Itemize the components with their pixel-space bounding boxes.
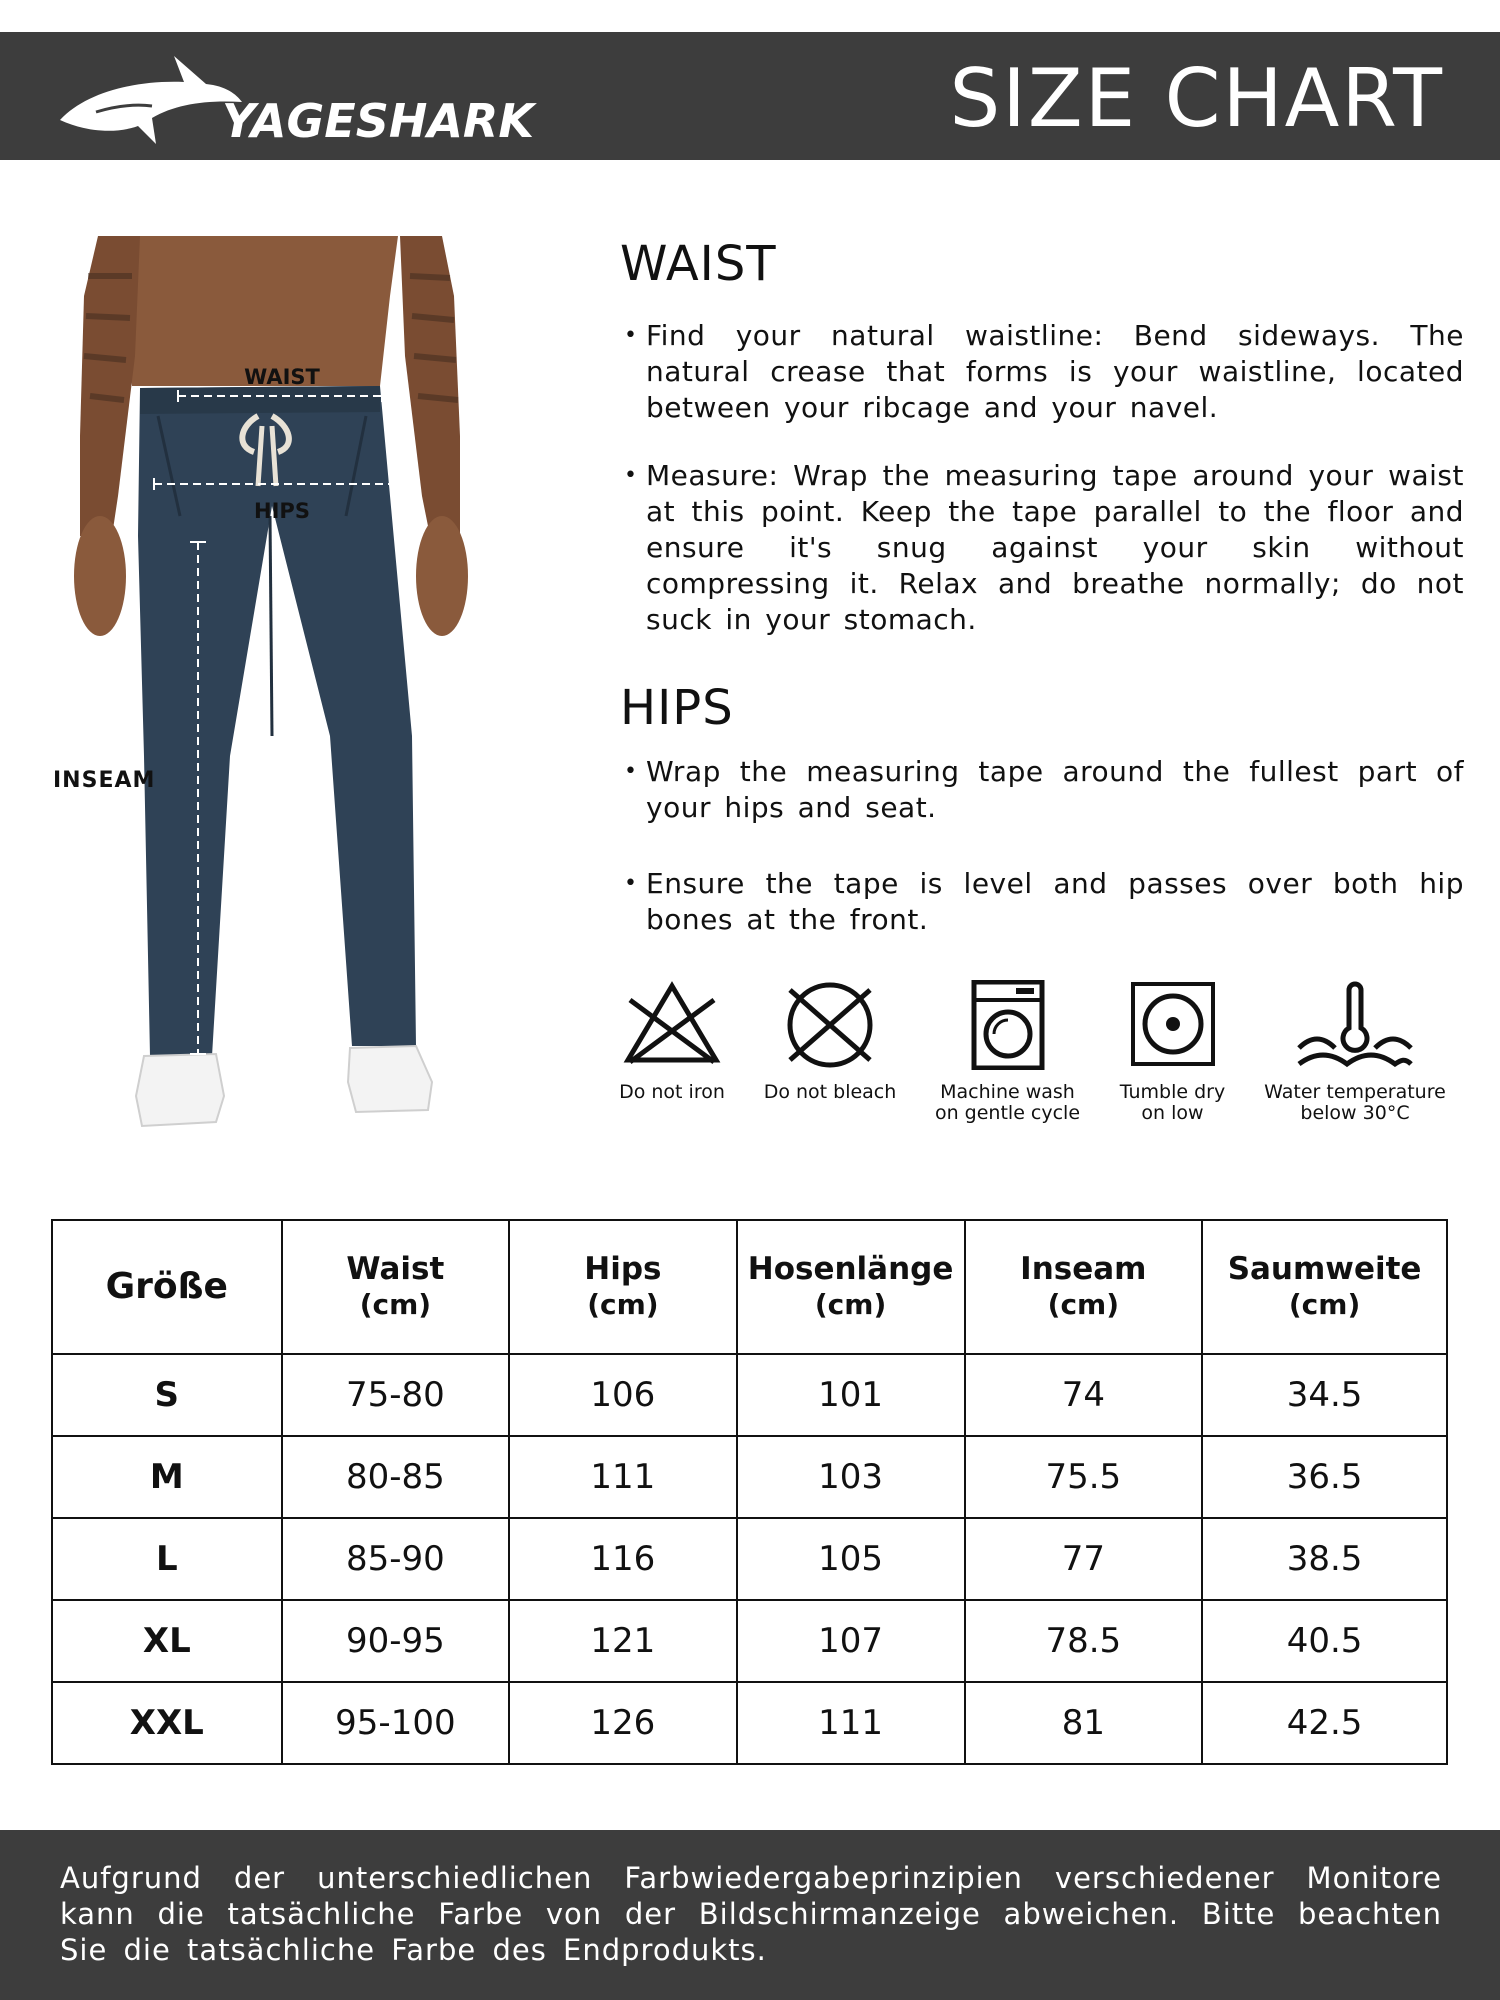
waist-bullet-1: • Find your natural waistline: Bend sideways. The natural crease that forms is your waistline, located between your ribcage and your navel. <box>624 318 1464 426</box>
pants-model-illustration <box>40 236 510 1136</box>
header-hips-label: Hips <box>584 1251 662 1287</box>
cell-inseam: 74 <box>965 1354 1203 1436</box>
header-hem-width-label: Saumweite <box>1227 1251 1422 1287</box>
waist-heading: WAIST <box>620 236 777 292</box>
cell-size: M <box>52 1436 282 1518</box>
header-length-label: Hosenlänge <box>747 1251 954 1287</box>
header-inseam-unit: (cm) <box>1047 1288 1120 1321</box>
care-item-tumble-dry <box>1110 980 1235 1124</box>
cell-hips: 111 <box>509 1436 736 1518</box>
care-item-no-bleach <box>760 980 900 1103</box>
size-table <box>51 1219 1448 1765</box>
cell-hips: 121 <box>509 1600 736 1682</box>
hips-bullet-2: • Ensure the tape is level and passes over both hip bones at the front. <box>624 866 1464 938</box>
table-row <box>52 1436 1447 1518</box>
waist-bullet-2: • Measure: Wrap the measuring tape around your waist at this point. Keep the tape parallel to the floor and ensure it's snug against your skin without compressing it. Relax and breathe normally; do not suck in your stomach. <box>624 458 1464 638</box>
header-hem-width-unit: (cm) <box>1288 1288 1361 1321</box>
care-label-water-temp-1: Water temperature <box>1264 1081 1446 1103</box>
care-item-no-iron <box>612 980 732 1103</box>
header-waist <box>282 1220 510 1354</box>
do-not-iron-icon <box>622 980 722 1070</box>
do-not-bleach-icon <box>780 980 880 1070</box>
machine-wash-icon <box>958 980 1058 1070</box>
header-hem-width <box>1202 1220 1447 1354</box>
cell-waist: 95-100 <box>282 1682 510 1764</box>
cell-inseam: 77 <box>965 1518 1203 1600</box>
cell-inseam: 81 <box>965 1682 1203 1764</box>
table-row <box>52 1682 1447 1764</box>
care-item-water-temp <box>1262 980 1448 1124</box>
model-figure <box>40 236 510 1136</box>
care-label-no-bleach: Do not bleach <box>763 1081 897 1103</box>
care-label-tumble-dry-1: Tumble dry <box>1119 1081 1226 1103</box>
cell-waist: 80-85 <box>282 1436 510 1518</box>
cell-hem-width: 34.5 <box>1202 1354 1447 1436</box>
table-row <box>52 1600 1447 1682</box>
header-hips <box>509 1220 736 1354</box>
cell-hem-width: 42.5 <box>1202 1682 1447 1764</box>
header-inseam-label: Inseam <box>1020 1251 1147 1287</box>
care-label-tumble-dry-2: on low <box>1141 1102 1204 1124</box>
page-title: SIZE CHART <box>949 52 1444 145</box>
color-disclaimer: Aufgrund der unterschiedlichen Farbwiedergabeprinzipien verschiedener Monitore kann die tatsächliche Farbe von der Bildschirmanzeige abweichen. Bitte beachten Sie die tatsächliche Farbe des Endprodukts. <box>60 1861 1442 1967</box>
header-inseam <box>965 1220 1203 1354</box>
tumble-dry-icon <box>1123 980 1223 1070</box>
waist-label: WAIST <box>244 365 320 389</box>
hips-heading: HIPS <box>620 680 734 736</box>
water-temperature-icon <box>1295 980 1415 1070</box>
cell-inseam: 78.5 <box>965 1600 1203 1682</box>
cell-hips: 116 <box>509 1518 736 1600</box>
footer-bar <box>0 1830 1500 2000</box>
cell-size: L <box>52 1518 282 1600</box>
header-size: Größe <box>52 1220 282 1354</box>
cell-size: XXL <box>52 1682 282 1764</box>
header-bar <box>0 32 1500 160</box>
cell-inseam: 75.5 <box>965 1436 1203 1518</box>
cell-waist: 75-80 <box>282 1354 510 1436</box>
brand-logo <box>56 42 534 152</box>
cell-waist: 90-95 <box>282 1600 510 1682</box>
cell-length: 105 <box>737 1518 965 1600</box>
brand-name: YAGESHARK <box>222 94 534 148</box>
inseam-label: INSEAM <box>53 768 156 793</box>
cell-length: 111 <box>737 1682 965 1764</box>
cell-hem-width: 36.5 <box>1202 1436 1447 1518</box>
cell-length: 103 <box>737 1436 965 1518</box>
cell-length: 101 <box>737 1354 965 1436</box>
cell-waist: 85-90 <box>282 1518 510 1600</box>
header-length-unit: (cm) <box>814 1288 887 1321</box>
hips-bullet-1: • Wrap the measuring tape around the fullest part of your hips and seat. <box>624 754 1464 826</box>
cell-hips: 126 <box>509 1682 736 1764</box>
header-length <box>737 1220 965 1354</box>
cell-size: S <box>52 1354 282 1436</box>
table-header-row <box>52 1220 1447 1354</box>
cell-size: XL <box>52 1600 282 1682</box>
header-waist-unit: (cm) <box>359 1288 432 1321</box>
care-item-machine-wash <box>930 980 1085 1124</box>
table-row <box>52 1354 1447 1436</box>
header-hips-unit: (cm) <box>587 1288 659 1321</box>
header-waist-label: Waist <box>346 1251 445 1287</box>
cell-hips: 106 <box>509 1354 736 1436</box>
care-label-water-temp-2: below 30°C <box>1300 1102 1410 1124</box>
cell-hem-width: 40.5 <box>1202 1600 1447 1682</box>
hips-label: HIPS <box>254 499 310 523</box>
care-label-machine-wash-2: on gentle cycle <box>934 1102 1081 1124</box>
table-row <box>52 1518 1447 1600</box>
care-label-no-iron: Do not iron <box>619 1081 725 1103</box>
cell-length: 107 <box>737 1600 965 1682</box>
cell-hem-width: 38.5 <box>1202 1518 1447 1600</box>
care-label-machine-wash-1: Machine wash <box>940 1081 1075 1103</box>
